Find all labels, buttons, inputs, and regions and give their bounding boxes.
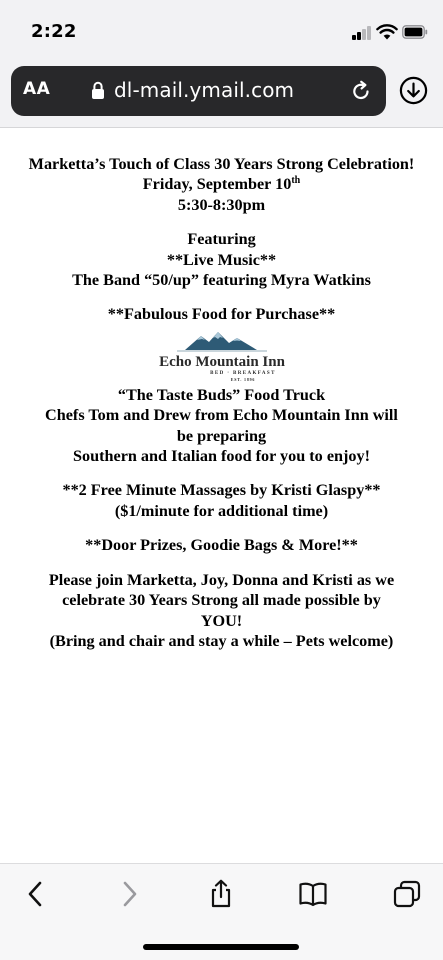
status-bar (0, 0, 443, 62)
text-size-button[interactable]: AA (23, 79, 51, 99)
prizes-line: **Door Prizes, Goodie Bags & More!** (85, 536, 358, 555)
lock-icon (91, 81, 105, 100)
download-icon[interactable] (399, 76, 428, 105)
browser-address-area (0, 62, 443, 128)
chefs-line-3: Southern and Italian food for you to enjoy! (73, 447, 370, 466)
reload-icon[interactable] (350, 80, 372, 102)
event-time: 5:30-8:30pm (177, 195, 266, 214)
live-music-line: **Live Music** (166, 250, 277, 269)
status-time: 2:22 (31, 21, 77, 42)
food-line: **Fabulous Food for Purchase** (107, 305, 336, 324)
logo-name: Echo Mountain Inn (158, 353, 285, 370)
event-title: Marketta’s Touch of Class 30 Years Strong Celebration! (28, 155, 415, 173)
closing-line-3: YOU! (200, 611, 243, 630)
closing-line-2: celebrate 30 Years Strong all made possible by (62, 591, 381, 610)
logo-established: EST. 1896 (230, 376, 255, 382)
closing-line-1: Please join Marketta, Joy, Donna and Kristi as we (48, 570, 395, 589)
massages-note: ($1/minute for additional time) (114, 501, 329, 520)
logo-tagline: BED · BREAKFAST (209, 370, 276, 376)
closing-line-4: (Bring and chair and stay a while – Pets welcome) (49, 631, 394, 650)
back-icon[interactable] (21, 879, 51, 909)
massages-line: **2 Free Minute Massages by Kristi Glaspy** (62, 481, 381, 500)
share-icon[interactable] (206, 879, 236, 909)
chefs-line-1: Chefs Tom and Drew from Echo Mountain Inn will (45, 406, 398, 425)
event-date: Friday, September 10th (142, 175, 301, 194)
email-body (0, 154, 443, 651)
bookmarks-icon[interactable] (298, 879, 328, 909)
tabs-icon[interactable] (392, 879, 422, 909)
food-truck-line: “The Taste Buds” Food Truck (117, 385, 326, 404)
wifi-icon (376, 24, 398, 40)
band-line: The Band “50/up” featuring Myra Watkins (72, 271, 371, 290)
forward-icon[interactable] (114, 879, 144, 909)
browser-toolbar (0, 863, 443, 960)
echo-mountain-inn-logo (157, 330, 287, 384)
email-content (0, 128, 443, 863)
battery-icon (402, 25, 428, 39)
cellular-signal-icon (352, 26, 372, 40)
featuring-heading: Featuring (187, 230, 256, 249)
url-text[interactable]: dl-mail.ymail.com (114, 78, 295, 102)
chefs-line-2: be preparing (176, 426, 267, 445)
address-bar[interactable] (11, 66, 386, 116)
home-indicator (143, 944, 299, 950)
